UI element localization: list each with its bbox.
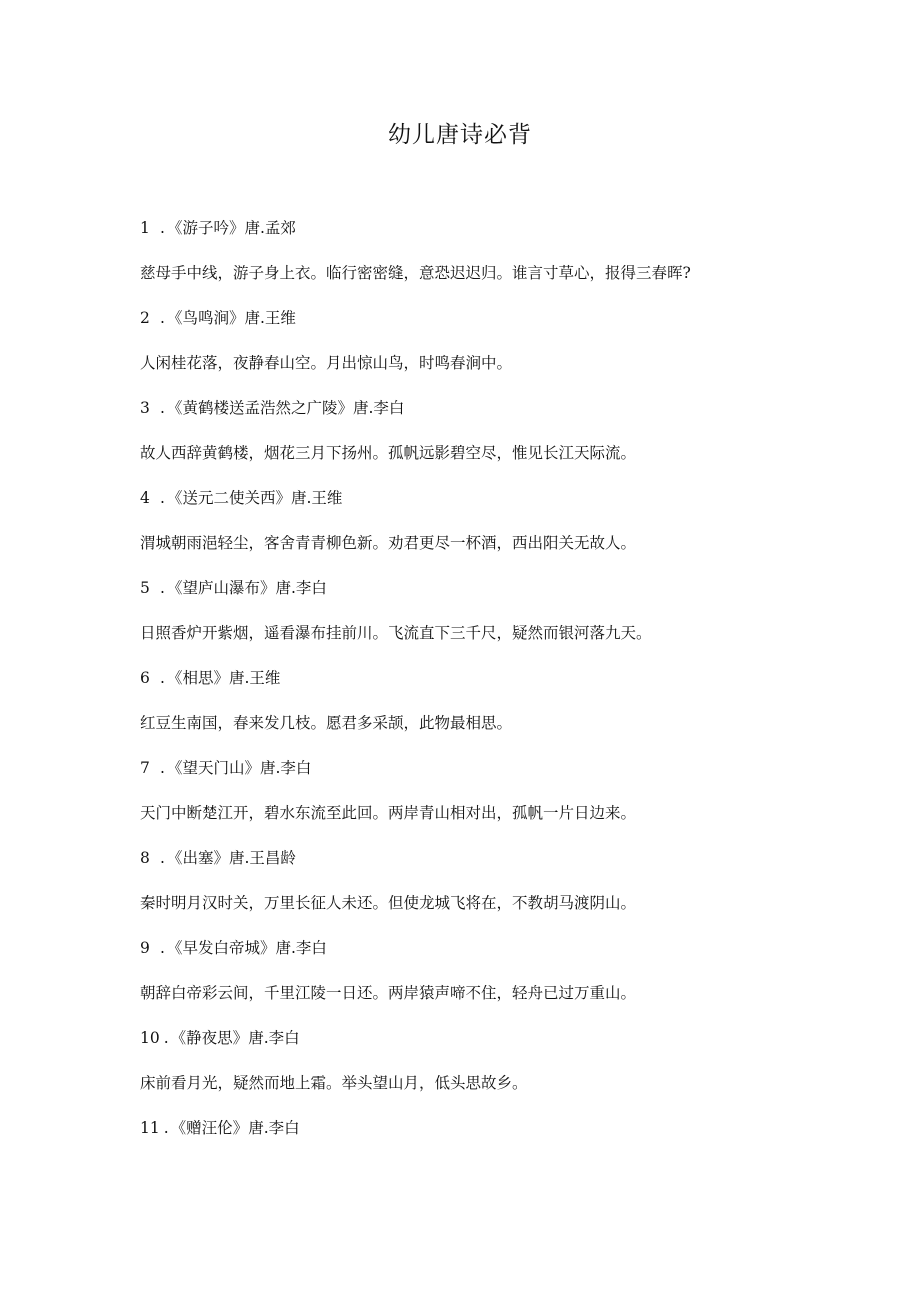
poem-number: 5	[140, 579, 150, 597]
poem-heading	[140, 214, 840, 259]
poem-number-dot: .	[160, 759, 165, 777]
poem-author: 唐.李白	[275, 939, 327, 957]
poem-text: 慈母手中线，游子身上衣。临行密密缝，意恐迟迟归。谁言寸草心，报得三春晖?	[140, 264, 691, 282]
poem-title: 《送元二使关西》	[166, 489, 291, 507]
poem-entry	[140, 304, 840, 394]
poem-number-dot: .	[160, 849, 165, 867]
poem-text: 渭城朝雨浥轻尘，客舍青青柳色新。劝君更尽一杯酒，西出阳关无故人。	[140, 534, 637, 552]
poem-heading	[140, 844, 840, 889]
poem-number-dot: .	[163, 1029, 169, 1047]
poem-number: 1	[140, 219, 150, 237]
poem-text: 人闲桂花落，夜静春山空。月出惊山鸟，时鸣春涧中。	[140, 354, 513, 372]
poem-entry	[140, 844, 840, 934]
poem-number: 3	[140, 399, 150, 417]
poem-title: 《出塞》	[166, 849, 229, 867]
poem-number-dot: .	[163, 1119, 169, 1137]
poem-title: 《望天门山》	[166, 759, 260, 777]
poem-number: 8	[140, 849, 150, 867]
poem-entry	[140, 934, 840, 1024]
poem-entry	[140, 664, 840, 754]
poem-number: 7	[140, 759, 150, 777]
poem-text: 故人西辞黄鹤楼，烟花三月下扬州。孤帆远影碧空尽，惟见长江天际流。	[140, 444, 637, 462]
poem-title: 《望庐山瀑布》	[166, 579, 276, 597]
poem-entry	[140, 214, 840, 304]
poem-author: 唐.王维	[290, 489, 343, 507]
document-title: 幼儿唐诗必背	[388, 122, 532, 148]
poem-author: 唐.王昌龄	[228, 849, 296, 867]
poem-text: 床前看月光，疑然而地上霜。举头望山月，低头思故乡。	[140, 1074, 528, 1092]
poem-number-dot: .	[160, 579, 165, 597]
poem-title: 《游子吟》	[166, 219, 245, 237]
poem-text: 天门中断楚江开，碧水东流至此回。两岸青山相对出，孤帆一片日边来。	[140, 804, 637, 822]
poem-author: 唐.孟郊	[244, 219, 296, 237]
poem-number-dot: .	[160, 939, 165, 957]
poem-number-dot: .	[160, 219, 165, 237]
poem-text: 朝辞白帝彩云间，千里江陵一日还。两岸猿声啼不住，轻舟已过万重山。	[140, 984, 637, 1002]
poem-entry	[140, 574, 840, 664]
poem-author: 唐.李白	[275, 579, 327, 597]
poem-number: 10	[140, 1029, 160, 1047]
poem-title: 《早发白帝城》	[166, 939, 276, 957]
poem-heading	[140, 1114, 840, 1159]
poem-number-dot: .	[160, 669, 165, 687]
poem-heading	[140, 394, 840, 439]
poem-number: 4	[140, 489, 150, 507]
poem-heading	[140, 304, 840, 349]
poem-number: 2	[140, 309, 150, 327]
poem-number: 9	[140, 939, 150, 957]
poem-number-dot: .	[160, 309, 165, 327]
poem-author: 唐.王维	[244, 309, 296, 327]
poem-title: 《鸟鸣涧》	[166, 309, 245, 327]
poem-title: 《静夜思》	[170, 1029, 249, 1047]
poem-heading	[140, 934, 840, 979]
poem-number: 11	[140, 1119, 160, 1137]
poem-text: 日照香炉开紫烟，遥看瀑布挂前川。飞流直下三千尺，疑然而银河落九天。	[140, 624, 652, 642]
poem-author: 唐.王维	[228, 669, 281, 687]
poem-heading	[140, 484, 840, 529]
poem-text: 秦时明月汉时关，万里长征人未还。但使龙城飞将在，不教胡马渡阴山。	[140, 894, 637, 912]
poem-author: 唐.李白	[259, 759, 312, 777]
poem-text: 红豆生南国，春来发几枝。愿君多采颉，此物最相思。	[140, 714, 513, 732]
poem-entry	[140, 1024, 840, 1114]
poem-author: 唐.李白	[248, 1029, 300, 1047]
poem-number-dot: .	[160, 489, 165, 507]
poem-heading	[140, 664, 840, 709]
poem-author: 唐.李白	[248, 1119, 300, 1137]
poem-entry	[140, 394, 840, 484]
poem-list	[140, 214, 840, 1204]
poem-entry	[140, 1114, 840, 1204]
poem-title: 《黄鹤楼送孟浩然之广陵》	[166, 399, 353, 417]
poem-title: 《赠汪伦》	[170, 1119, 249, 1137]
poem-number: 6	[140, 669, 150, 687]
poem-entry	[140, 484, 840, 574]
poem-author: 唐.李白	[352, 399, 405, 417]
poem-number-dot: .	[160, 399, 165, 417]
poem-title: 《相思》	[166, 669, 229, 687]
poem-heading	[140, 574, 840, 619]
poem-entry	[140, 754, 840, 844]
poem-heading	[140, 754, 840, 799]
poem-heading	[140, 1024, 840, 1069]
